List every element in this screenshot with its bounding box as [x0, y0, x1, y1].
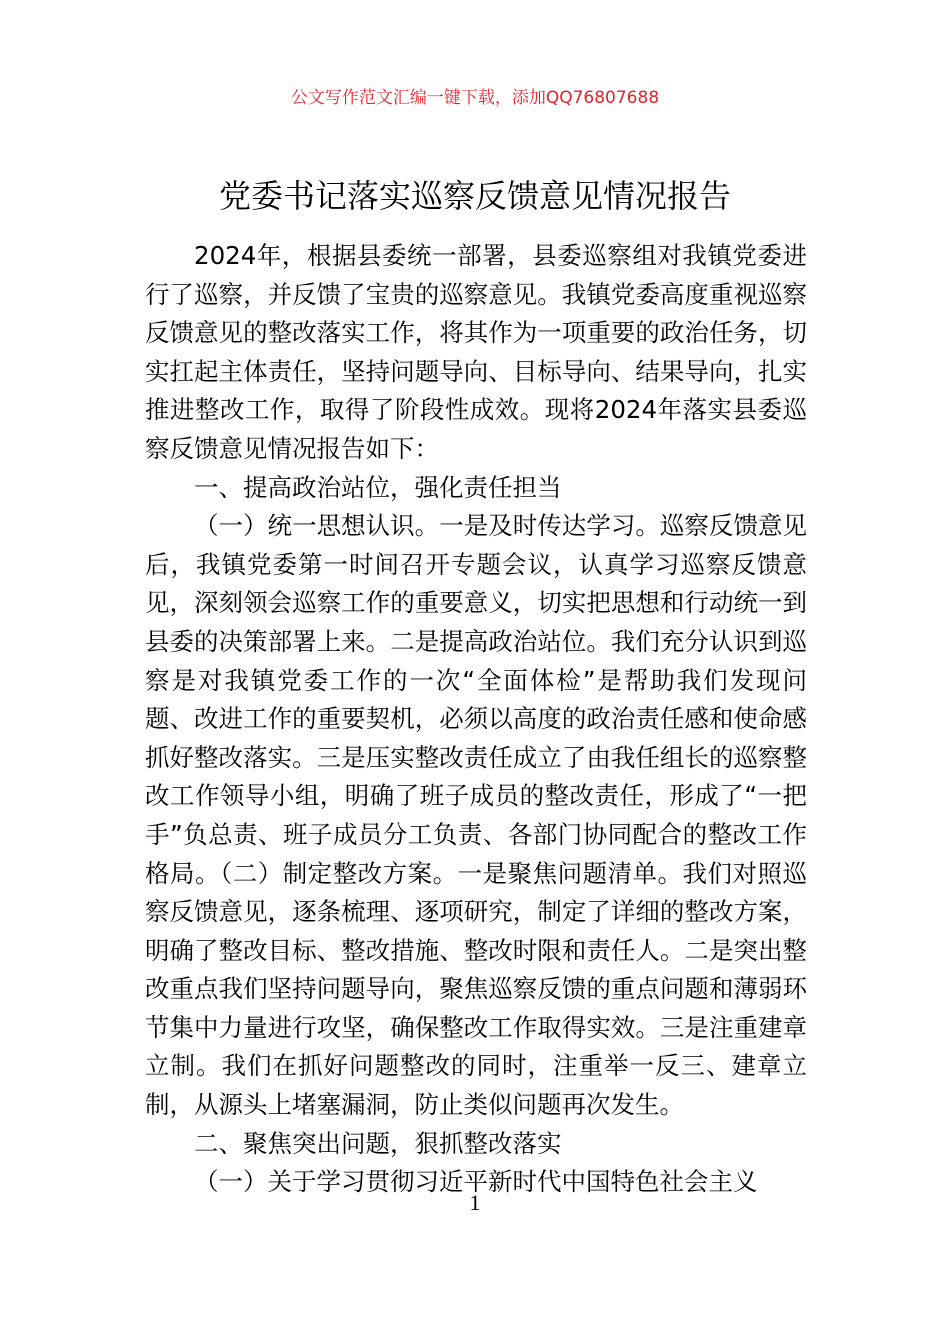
section-2-heading: 二、聚焦突出问题，狠抓整改落实 [194, 1128, 562, 1158]
section-1-paragraph: （一）统一思想认识。一是及时传达学习。巡察反馈意见后，我镇党委第一时间召开专题会议，认真学习巡察反馈意见，深刻领会巡察工作的重要意义，切实把思想和行动统一到县委的决策部署上来。二是提高政治站位。我们充分认识到巡察是对我镇党委工作的一次“全面体检”是帮助我们发现问题、改进工作的重要契机，必须以高度的政治责任感和使命感抓好整改落实。三是压实整改责任成立了由我任组长的巡察整改工作领导小组，明确了班子成员的整改责任，形成了“一把手”负总责、班子成员分工负责、各部门协同配合的整改工作格局。（二）制定整改方案。一是聚焦问题清单。我们对照巡察反馈意见，逐条梳理、逐项研究，制定了详细的整改方案，明确了整改目标、整改措施、整改时限和责任人。二是突出整改重点我们坚持问题导向，聚焦巡察反馈的重点问题和薄弱环节集中力量进行攻坚，确保整改工作取得实效。三是注重建章立制。我们在抓好问题整改的同时，注重举一反三、建章立制，从源头上堵塞漏洞，防止类似问题再次发生。 [145, 511, 807, 1120]
page-number: 1 [469, 1190, 481, 1215]
section-1-heading: 一、提高政治站位，强化责任担当 [194, 472, 562, 502]
document-title: 党委书记落实巡察反馈意见情况报告 [218, 177, 731, 215]
header-ad-text: 公文写作范文汇编一键下载，添加QQ76807688 [290, 88, 660, 108]
document-body [145, 237, 807, 1202]
section-2-paragraph: （一）关于学习贯彻习近平新时代中国特色社会主义 [194, 1167, 758, 1197]
intro-paragraph: 2024年，根据县委统一部署，县委巡察组对我镇党委进行了巡察，并反馈了宝贵的巡察意见。我镇党委高度重视巡察反馈意见的整改落实工作，将其作为一项重要的政治任务，切实扛起主体责任，坚持问题导向、目标导向、结果导向，扎实推进整改工作，取得了阶段性成效。现将2024年落实县委巡察反馈意见情况报告如下： [145, 241, 807, 463]
